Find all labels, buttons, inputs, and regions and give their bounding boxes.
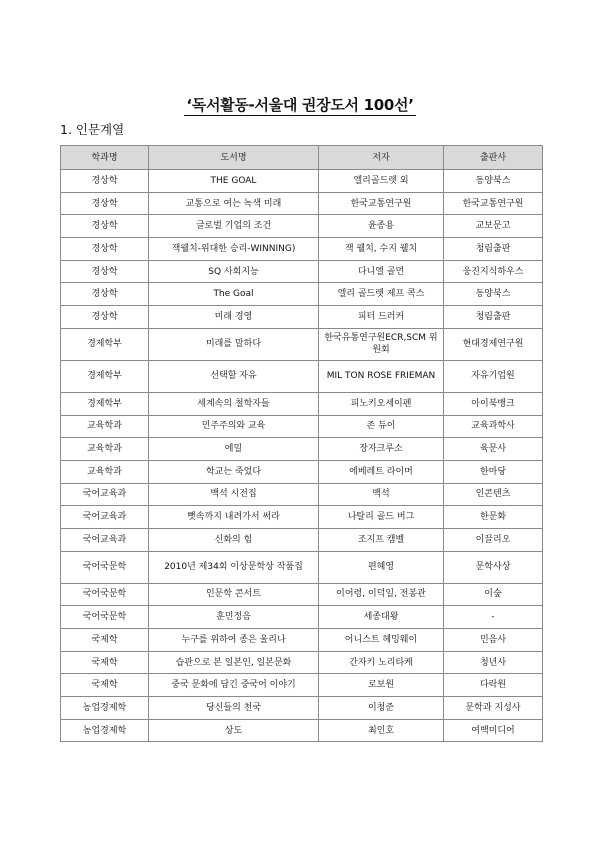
cell-author: 최인호 bbox=[319, 719, 444, 742]
cell-book-title: 선택할 자유 bbox=[149, 360, 319, 392]
book-table bbox=[60, 145, 543, 742]
cell-book-title: 2010년 제34회 이상문학상 작품집 bbox=[149, 551, 319, 583]
cell-book-title: 미래 경영 bbox=[149, 306, 319, 329]
cell-department: 경제학부 bbox=[61, 392, 149, 415]
cell-department: 교육학과 bbox=[61, 460, 149, 483]
cell-author: 이청준 bbox=[319, 697, 444, 720]
table-row bbox=[61, 551, 543, 583]
cell-publisher: 동양북스 bbox=[444, 170, 543, 193]
cell-book-title: 교통으로 여는 녹색 미래 bbox=[149, 192, 319, 215]
cell-author: 간자키 노리타케 bbox=[319, 651, 444, 674]
section-heading: 1. 인문계열 bbox=[60, 122, 125, 137]
cell-department: 국어교육과 bbox=[61, 528, 149, 551]
cell-author: 에베레트 라이머 bbox=[319, 460, 444, 483]
cell-book-title: The Goal bbox=[149, 283, 319, 306]
table-header-row bbox=[61, 146, 543, 170]
cell-author: 조지프 캠벨 bbox=[319, 528, 444, 551]
table-row bbox=[61, 528, 543, 551]
cell-department: 경상학 bbox=[61, 306, 149, 329]
cell-department: 국제학 bbox=[61, 629, 149, 652]
table-row bbox=[61, 629, 543, 652]
cell-book-title: 당신들의 천국 bbox=[149, 697, 319, 720]
table-row bbox=[61, 506, 543, 529]
table-row bbox=[61, 483, 543, 506]
cell-author: 엘리 골드렛 제프 콕스 bbox=[319, 283, 444, 306]
table-row bbox=[61, 460, 543, 483]
document-title bbox=[0, 94, 600, 115]
cell-department: 경상학 bbox=[61, 192, 149, 215]
cell-department: 농업경제학 bbox=[61, 697, 149, 720]
cell-department: 경제학부 bbox=[61, 328, 149, 360]
cell-book-title: 백석 시전집 bbox=[149, 483, 319, 506]
cell-publisher: 자유기업원 bbox=[444, 360, 543, 392]
cell-department: 경상학 bbox=[61, 215, 149, 238]
cell-department: 경상학 bbox=[61, 238, 149, 261]
cell-department: 국어교육과 bbox=[61, 506, 149, 529]
cell-author: 백석 bbox=[319, 483, 444, 506]
cell-department: 국어국문학 bbox=[61, 551, 149, 583]
cell-department: 국어교육과 bbox=[61, 483, 149, 506]
cell-book-title: 신화의 힘 bbox=[149, 528, 319, 551]
cell-author: 어니스트 헤밍웨이 bbox=[319, 629, 444, 652]
cell-book-title: SQ 사회지능 bbox=[149, 260, 319, 283]
cell-department: 교육학과 bbox=[61, 438, 149, 461]
cell-author: 로보원 bbox=[319, 674, 444, 697]
table-row bbox=[61, 651, 543, 674]
cell-department: 국어국문학 bbox=[61, 583, 149, 606]
cell-department: 경상학 bbox=[61, 283, 149, 306]
cell-publisher: 다락원 bbox=[444, 674, 543, 697]
cell-book-title: 중국 문화에 담긴 중국어 이야기 bbox=[149, 674, 319, 697]
cell-book-title: 미래를 말하다 bbox=[149, 328, 319, 360]
cell-author: 한국교통연구원 bbox=[319, 192, 444, 215]
cell-publisher: 한국교통연구원 bbox=[444, 192, 543, 215]
cell-author: 세종대왕 bbox=[319, 606, 444, 629]
cell-department: 교육학과 bbox=[61, 415, 149, 438]
header-publisher: 출판사 bbox=[444, 146, 543, 170]
cell-author: 편혜영 bbox=[319, 551, 444, 583]
cell-publisher: - bbox=[444, 606, 543, 629]
cell-book-title: 학교는 죽었다 bbox=[149, 460, 319, 483]
table-row bbox=[61, 697, 543, 720]
cell-department: 경상학 bbox=[61, 170, 149, 193]
cell-department: 국어국문학 bbox=[61, 606, 149, 629]
cell-book-title: 습관으로 본 일본인, 일본문화 bbox=[149, 651, 319, 674]
cell-author: 엘리골드렛 외 bbox=[319, 170, 444, 193]
table-row bbox=[61, 238, 543, 261]
table-row bbox=[61, 215, 543, 238]
cell-author: 피터 드러커 bbox=[319, 306, 444, 329]
table-row bbox=[61, 360, 543, 392]
cell-author: 장자크루소 bbox=[319, 438, 444, 461]
cell-publisher: 한문화 bbox=[444, 506, 543, 529]
cell-publisher: 청림출판 bbox=[444, 306, 543, 329]
cell-author: 존 듀이 bbox=[319, 415, 444, 438]
header-department: 학과명 bbox=[61, 146, 149, 170]
cell-book-title: 훈민정음 bbox=[149, 606, 319, 629]
cell-book-title: 누구를 위하여 종은 울리나 bbox=[149, 629, 319, 652]
cell-book-title: 잭웰치-위대한 승리-WINNING) bbox=[149, 238, 319, 261]
cell-author: 나탈리 골드 버그 bbox=[319, 506, 444, 529]
cell-book-title: 뼛속까지 내려가서 써라 bbox=[149, 506, 319, 529]
cell-department: 경상학 bbox=[61, 260, 149, 283]
document-title-text: ‘독서활동-서울대 권장도서 100선’ bbox=[186, 96, 414, 114]
cell-publisher: 문학사상 bbox=[444, 551, 543, 583]
cell-author: 잭 웰치, 수지 웰치 bbox=[319, 238, 444, 261]
cell-publisher: 여백미디어 bbox=[444, 719, 543, 742]
header-author: 저자 bbox=[319, 146, 444, 170]
cell-publisher: 민음사 bbox=[444, 629, 543, 652]
cell-publisher: 이숲 bbox=[444, 583, 543, 606]
cell-publisher: 교육과학사 bbox=[444, 415, 543, 438]
table-row bbox=[61, 283, 543, 306]
cell-book-title: THE GOAL bbox=[149, 170, 319, 193]
table-row bbox=[61, 392, 543, 415]
cell-book-title: 글로벌 기업의 조건 bbox=[149, 215, 319, 238]
header-book-title: 도서명 bbox=[149, 146, 319, 170]
cell-department: 농업경제학 bbox=[61, 719, 149, 742]
cell-author: 피노키오세이펜 bbox=[319, 392, 444, 415]
cell-author: 이어령, 이덕일, 전봉관 bbox=[319, 583, 444, 606]
cell-book-title: 에밀 bbox=[149, 438, 319, 461]
cell-author: 윤종용 bbox=[319, 215, 444, 238]
cell-book-title: 세계속의 철학자들 bbox=[149, 392, 319, 415]
cell-department: 국제학 bbox=[61, 674, 149, 697]
cell-author: MIL TON ROSE FRIEMAN bbox=[319, 360, 444, 392]
cell-department: 국제학 bbox=[61, 651, 149, 674]
cell-publisher: 청년사 bbox=[444, 651, 543, 674]
cell-publisher: 웅진지식하우스 bbox=[444, 260, 543, 283]
cell-publisher: 교보문고 bbox=[444, 215, 543, 238]
cell-publisher: 현대경제연구원 bbox=[444, 328, 543, 360]
table-row bbox=[61, 328, 543, 360]
cell-publisher: 동양북스 bbox=[444, 283, 543, 306]
table-row bbox=[61, 719, 543, 742]
cell-publisher: 육문사 bbox=[444, 438, 543, 461]
cell-publisher: 아이북뱅크 bbox=[444, 392, 543, 415]
table-row bbox=[61, 606, 543, 629]
cell-publisher: 인콘텐츠 bbox=[444, 483, 543, 506]
table-row bbox=[61, 438, 543, 461]
cell-book-title: 상도 bbox=[149, 719, 319, 742]
table-row bbox=[61, 260, 543, 283]
cell-publisher: 문학과 지성사 bbox=[444, 697, 543, 720]
table-row bbox=[61, 583, 543, 606]
table-row bbox=[61, 415, 543, 438]
table-row bbox=[61, 674, 543, 697]
table-row bbox=[61, 170, 543, 193]
cell-author: 다니엘 골먼 bbox=[319, 260, 444, 283]
cell-department: 경제학부 bbox=[61, 360, 149, 392]
cell-author: 한국유통연구원ECR,SCM 위원회 bbox=[319, 328, 444, 360]
table-row bbox=[61, 192, 543, 215]
cell-book-title: 민주주의와 교육 bbox=[149, 415, 319, 438]
cell-publisher: 이끌리오 bbox=[444, 528, 543, 551]
cell-book-title: 인문학 콘서트 bbox=[149, 583, 319, 606]
cell-publisher: 한마당 bbox=[444, 460, 543, 483]
cell-publisher: 청림출판 bbox=[444, 238, 543, 261]
table-row bbox=[61, 306, 543, 329]
